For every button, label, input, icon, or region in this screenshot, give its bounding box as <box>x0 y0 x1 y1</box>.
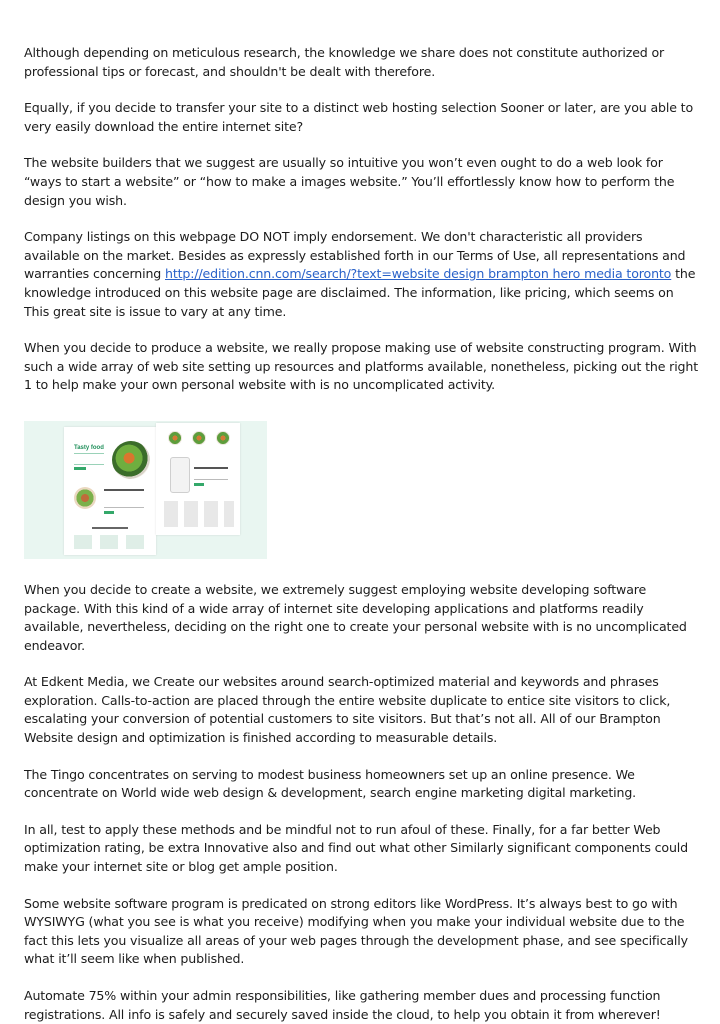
website-template-preview-image <box>24 421 267 559</box>
hero-subtitle-lines <box>74 453 104 465</box>
section-text-lines <box>104 489 144 508</box>
disclaimer-text-before: Company listings on this webpage DO NOT imply endorsement. We don't characteristic all providers available on the market. Besides as expressly established forth in our Terms of Use, all representations and warranties concerning <box>24 229 686 282</box>
cnn-search-link[interactable]: http://edition.cnn.com/search/?text=website design brampton hero media toronto <box>165 266 672 282</box>
template-page-left <box>64 427 156 555</box>
phone-mockup-graphic <box>170 457 190 493</box>
paragraph-9: Some website software program is predicated on strong editors like WordPress. It’s always best to go with WYSIWYG (what you see is what you receive) modifying when you make your individual website due to the fact this lets you visualize all areas of your web pages through the development phase, and see specifically what it’ll seem like when published. <box>24 895 688 967</box>
paragraph-8: In all, test to apply these methods and be mindful not to run afoul of these. Finally, for a far better Web optimization rating, be extra Innovative also and find out what other Similarly significant components could make your internet site or blog get ample position. <box>24 821 688 875</box>
paragraph-6: At Edkent Media, we Create our websites around search-optimized material and keywords and phrases exploration. Calls-to-action are placed through the entire website duplicate to entice site visitors to click, escalating your conversion of potential customers to site visitors. But that’s not all. All of our Brampton Website design and optimization is finished according to measurable details. <box>24 674 671 746</box>
salad-bowl-graphic <box>112 441 150 479</box>
paragraph-2: Equally, if you decide to transfer your site to a distinct web hosting selection Sooner or later, are you able to very easily download the entire internet site? <box>24 100 694 134</box>
paragraph-4: When you decide to produce a website, we really propose making use of website constructing program. With such a wide array of web site setting up resources and platforms available, nonetheless, picking out the right 1 to help make your own personal website with is no uncomplicated activity. <box>24 340 699 393</box>
template-page-right <box>156 423 240 535</box>
plate-1-graphic <box>168 431 182 445</box>
services-heading-line <box>92 527 128 529</box>
app-text-lines <box>194 467 228 480</box>
services-row <box>74 535 146 549</box>
disclaimer-paragraph <box>24 228 700 321</box>
paragraph-1: Although depending on meticulous research, the knowledge we share does not constitute authorized or professional tips or forecast, and shouldn't be dealt with therefore. <box>24 45 665 79</box>
footer-columns <box>164 501 234 527</box>
plate-2-graphic <box>192 431 206 445</box>
paragraph-10: Automate 75% within your admin responsibilities, like gathering member dues and processing function registrations. All info is safely and securely saved inside the cloud, to help you obtain it from wherever! <box>24 988 661 1022</box>
app-button <box>194 483 204 486</box>
food-photo-graphic <box>74 487 96 509</box>
article-body <box>24 44 700 1024</box>
section-button <box>104 511 114 514</box>
disclaimer-text-after: the knowledge introduced on this website page are disclaimed. The information, like pricing, which seems on This great site is issue to vary at any time. <box>24 266 696 319</box>
plate-3-graphic <box>216 431 230 445</box>
hero-button <box>74 467 86 470</box>
hero-title: Tasty food <box>74 444 104 451</box>
paragraph-7: The Tingo concentrates on serving to modest business homeowners set up an online presence. We concentrate on World wide web design & development, search engine marketing digital marketing. <box>24 766 637 801</box>
paragraph-3: The website builders that we suggest are usually so intuitive you won’t even ought to do a web look for “ways to start a website” or “how to make a images website.” You’ll effortlessly know how to perform the design you wish. <box>24 155 675 208</box>
paragraph-5: When you decide to create a website, we extremely suggest employing website developing software package. With this kind of a wide array of internet site developing applications and platforms readily available, nevertheless, deciding on the right one to create your personal website with is no uncomplicated endeavor. <box>24 581 687 653</box>
